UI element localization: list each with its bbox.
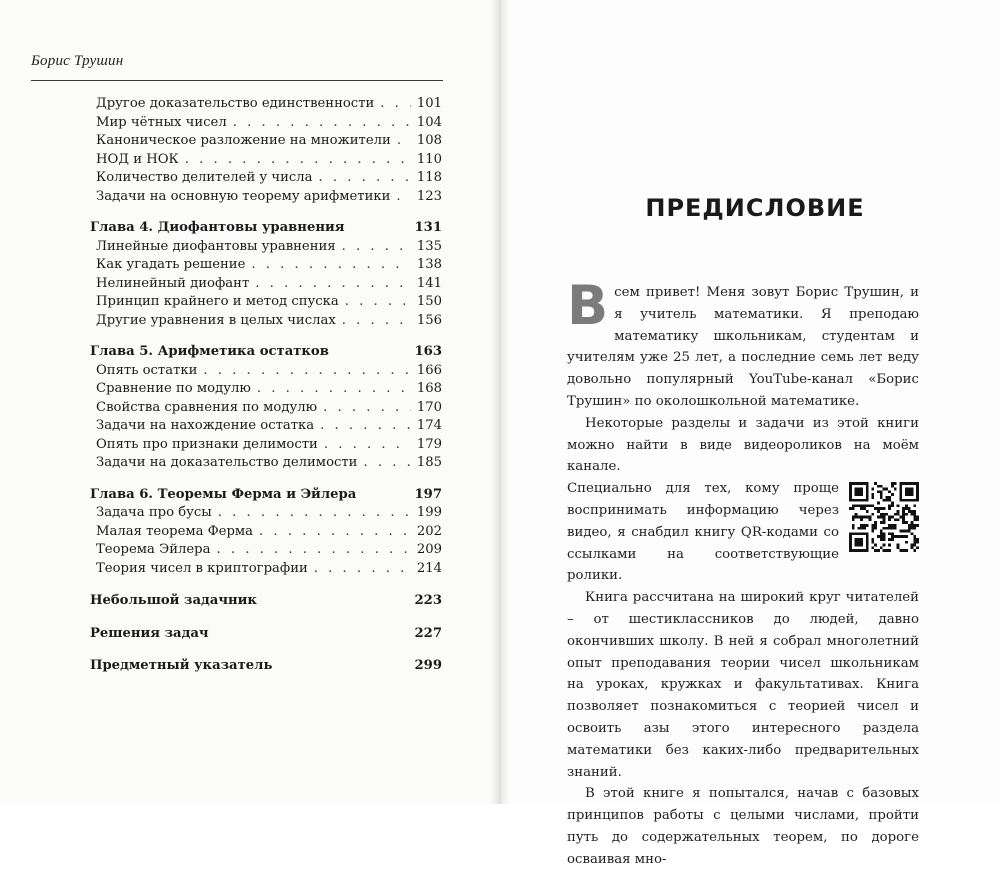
dot-leader	[324, 436, 411, 455]
toc-spacer	[90, 643, 442, 657]
toc-entry	[90, 238, 442, 257]
dot-leader	[397, 132, 411, 151]
dot-leader	[363, 454, 410, 473]
toc-page-number: 135	[416, 238, 442, 254]
toc-entry	[90, 293, 442, 312]
toc-entry-title: Небольшой задачник	[90, 593, 257, 608]
toc-entry	[90, 417, 442, 436]
toc-entry	[90, 151, 442, 170]
paragraph-qr-text: Специально для тех, кому проще воспринимать информацию через видео, я снабдил книгу QR-кодами со ссылками на соответствующие ролики.	[567, 481, 839, 584]
toc-page-number: 141	[416, 275, 442, 291]
toc-entry	[90, 436, 442, 455]
toc-spacer	[90, 473, 442, 486]
toc-page-number: 168	[416, 381, 442, 396]
toc-entry	[90, 380, 442, 399]
dot-leader	[259, 523, 411, 542]
dot-leader	[233, 114, 411, 133]
dot-leader	[342, 312, 411, 331]
paragraph-audience: Книга рассчитана на широкий круг читателей – от шестиклассников до людей, давно окончивших школу. В ней я собрал многолетний опыт преподавания теории чисел школьникам на уроках, кружках и факультативах. Книга позволяет познакомиться с теорией чисел и освоить азы этого интересного раздела математики без каких-либо предварительных знаний.	[567, 590, 919, 780]
toc-entry-title: Теорема Эйлера	[96, 542, 211, 557]
toc-page-number: 174	[416, 418, 442, 433]
toc-spacer	[90, 330, 442, 343]
dot-leader	[396, 188, 410, 207]
toc-page-number: 185	[416, 455, 442, 470]
toc-page-number: 101	[416, 96, 442, 111]
toc-page-number: 202	[416, 523, 442, 539]
dot-leader	[216, 541, 410, 560]
toc-entry	[90, 132, 442, 151]
toc-page-number: 104	[416, 114, 442, 130]
dot-leader	[257, 380, 411, 399]
toc-page-number: 199	[416, 505, 442, 520]
toc-entry	[90, 454, 442, 473]
toc-page-number: 197	[414, 486, 442, 502]
toc-entry	[90, 275, 442, 294]
toc-entry-title: Линейные диофантовы уравнения	[96, 238, 336, 254]
toc-entry-title: Другое доказательство единственности	[96, 96, 375, 111]
toc-entry-title: Сравнение по модулю	[96, 381, 251, 396]
left-page	[0, 0, 496, 804]
toc-spacer	[90, 578, 442, 592]
toc-entry-title: Другие уравнения в целых числах	[96, 312, 336, 328]
running-head: Борис Трушин	[31, 53, 124, 69]
header-rule	[31, 80, 443, 81]
toc-page-number: 223	[414, 593, 442, 608]
dot-leader	[314, 560, 411, 579]
toc-entry	[90, 188, 442, 207]
toc-entry-title: Свойства сравнения по модулю	[96, 399, 318, 415]
toc-page-number: 118	[416, 170, 442, 185]
toc-section	[90, 657, 442, 676]
toc-entry-title: Задача про бусы	[96, 505, 212, 520]
dot-leader	[345, 293, 411, 312]
qr-code-icon[interactable]	[849, 482, 919, 552]
toc-section	[90, 625, 442, 644]
toc-page-number: 179	[416, 436, 442, 452]
toc-entry	[90, 312, 442, 331]
toc-entry-title: Задачи на доказательство делимости	[96, 455, 358, 470]
toc-page-number: 166	[416, 362, 442, 378]
toc-page-number: 110	[416, 151, 442, 167]
toc-entry	[90, 95, 442, 114]
toc-entry-title: Задачи на нахождение остатка	[96, 418, 315, 433]
toc-entry	[90, 169, 442, 188]
paragraph-qr	[567, 478, 919, 587]
preface-body	[567, 274, 919, 871]
toc-entry-title: Нелинейный диофант	[96, 275, 250, 291]
toc-page-number: 156	[416, 312, 442, 328]
toc-entry-title: Задачи на основную теорему арифметики	[96, 188, 391, 204]
paragraph-videos: Некоторые разделы и задачи из этой книги можно найти в виде видеороликов на моём канале.	[567, 415, 919, 475]
dot-leader	[380, 95, 411, 114]
toc-spacer	[90, 611, 442, 625]
toc-page-number: 150	[416, 294, 442, 309]
toc-entry-title: Решения задач	[90, 625, 209, 641]
toc-page-number: 123	[416, 188, 442, 204]
toc-entry-title: Каноническое разложение на множители	[96, 133, 391, 148]
toc-entry	[90, 560, 442, 579]
toc-entry	[90, 504, 442, 523]
toc-entry-title: Опять про признаки делимости	[96, 436, 318, 452]
toc-page-number: 299	[414, 658, 442, 673]
toc-entry-title: Глава 5. Арифметика остатков	[90, 344, 329, 359]
dot-leader	[342, 238, 411, 257]
dot-leader	[251, 256, 410, 275]
toc-entry	[90, 399, 442, 418]
toc-page-number: 138	[416, 257, 442, 272]
toc-page-number: 131	[414, 220, 442, 235]
paragraph-approach: В этой книге я попытался, начав с базовых принципов работы с целыми числами, пройти путь до содержательных теорем, по дороге осваивая мно-	[567, 786, 919, 867]
toc-entry	[90, 256, 442, 275]
toc-entry-title: Количество делителей у числа	[96, 170, 313, 185]
toc-spacer	[90, 206, 442, 219]
page-title: ПРЕДИСЛОВИЕ	[645, 194, 865, 222]
toc-page-number: 108	[416, 133, 442, 148]
book-gutter	[490, 0, 510, 804]
dot-leader	[319, 169, 411, 188]
toc-page-number: 214	[416, 560, 442, 576]
paragraph-intro	[567, 274, 919, 413]
toc-entry-title: Предметный указатель	[90, 658, 273, 673]
toc-entry	[90, 114, 442, 133]
dot-leader	[255, 275, 411, 294]
toc-chapter	[90, 343, 442, 362]
toc-entry	[90, 523, 442, 542]
toc-entry-title: Мир чётных чисел	[96, 114, 227, 130]
paragraph-intro-text: сем привет! Меня зовут Борис Трушин, и я учитель математики. Я преподаю математику школьникам, студентам и учителям уже 25 лет, а последние семь лет веду довольно популярный YouTube-канал «Борис Трушин» по околошкольной математике.	[567, 285, 919, 409]
toc-entry	[90, 541, 442, 560]
toc-entry-title: Принцип крайнего и метод спуска	[96, 294, 339, 309]
toc-entry	[90, 362, 442, 381]
toc-entry-title: Как угадать решение	[96, 257, 246, 272]
toc-entry-title: Теория чисел в криптографии	[96, 560, 308, 576]
toc-entry-title: Глава 6. Теоремы Ферма и Эйлера	[90, 486, 357, 502]
toc-page-number: 163	[414, 344, 442, 359]
toc-page-number: 209	[416, 542, 442, 557]
toc-chapter	[90, 486, 442, 505]
toc-page-number: 170	[416, 399, 442, 415]
table-of-contents	[90, 95, 442, 676]
toc-section	[90, 592, 442, 611]
dot-leader	[203, 362, 410, 381]
toc-page-number: 227	[414, 625, 442, 641]
drop-cap: В	[567, 274, 609, 337]
toc-entry-title: Опять остатки	[96, 362, 198, 378]
dot-leader	[323, 399, 411, 418]
dot-leader	[185, 151, 411, 170]
toc-entry-title: НОД и НОК	[96, 151, 179, 167]
toc-entry-title: Малая теорема Ферма	[96, 523, 254, 539]
dot-leader	[218, 504, 411, 523]
toc-entry-title: Глава 4. Диофантовы уравнения	[90, 220, 345, 235]
dot-leader	[320, 417, 411, 436]
toc-chapter	[90, 219, 442, 238]
